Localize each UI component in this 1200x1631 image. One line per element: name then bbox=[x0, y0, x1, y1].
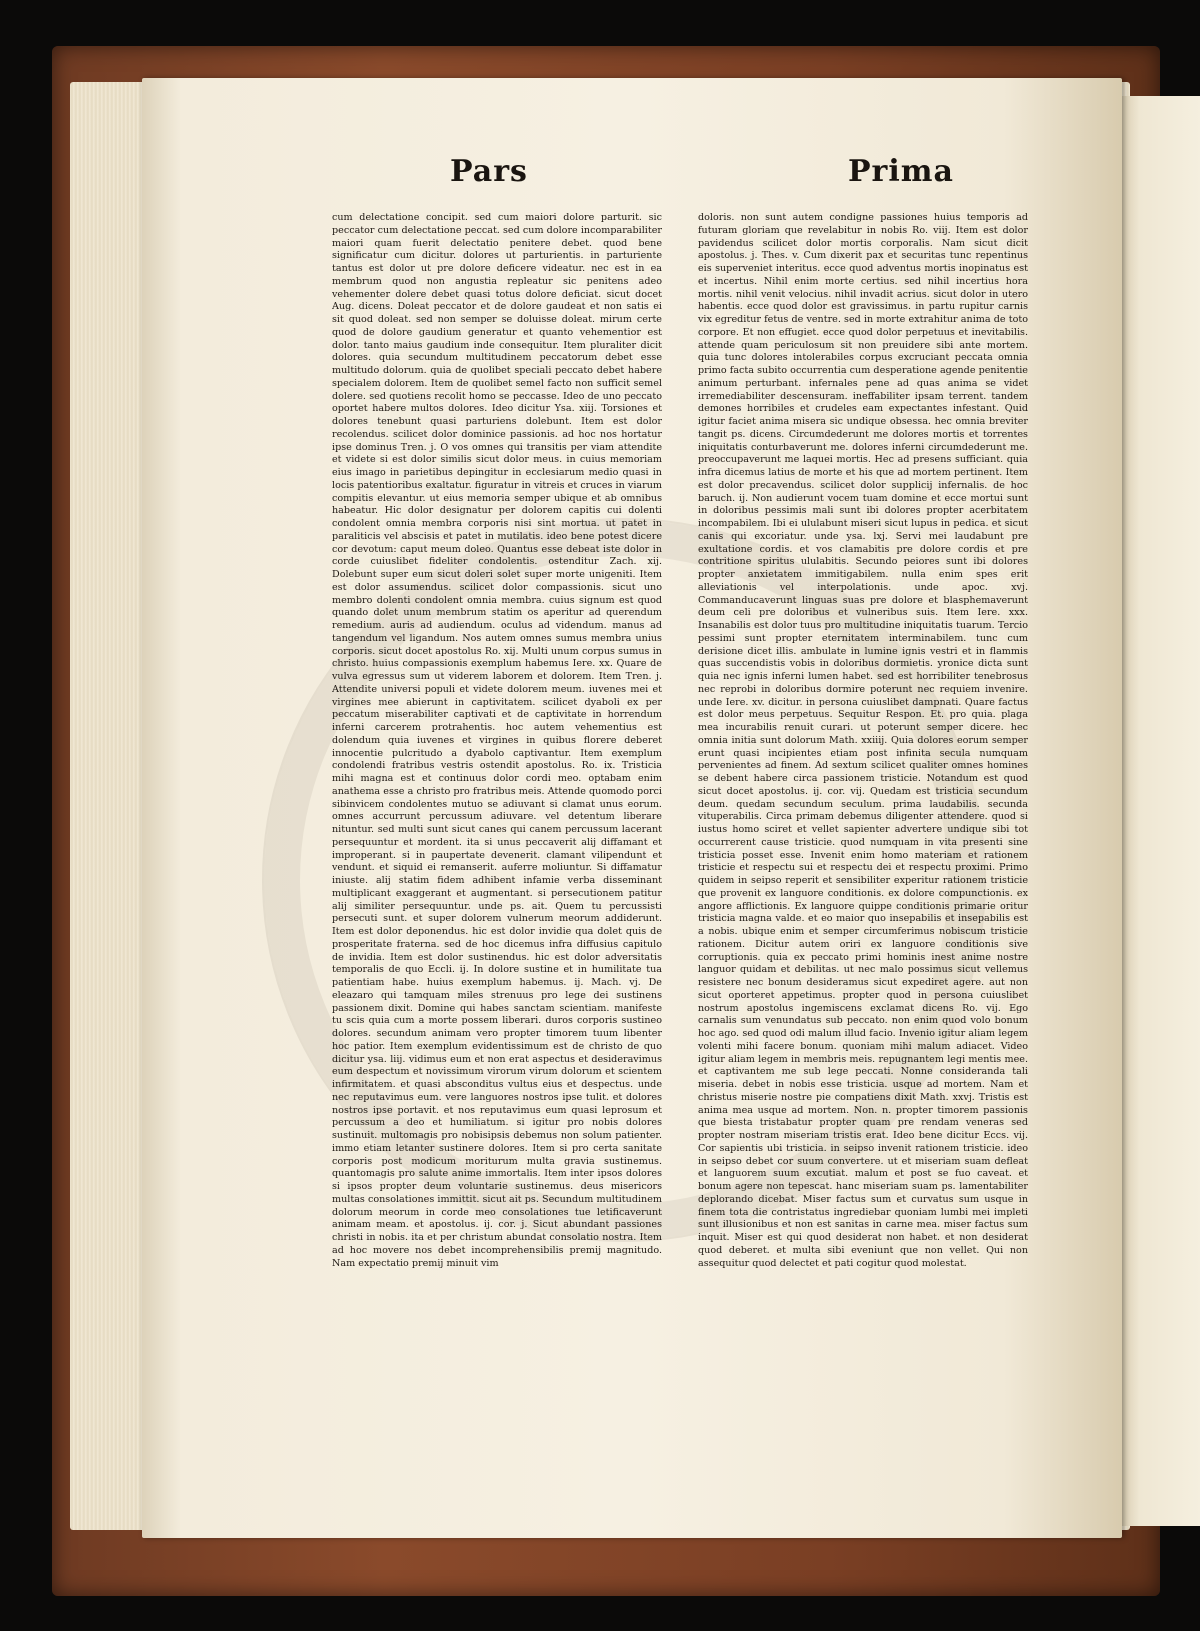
column-text: doloris. non sunt autem condigne passiones huius temporis ad futuram gloriam que revelabitur in nobis Ro. viij. Item est dolor pavidendus scilicet dolor mortis corporalis. Nam sicut dicit apostolus. j. Thes. v. Cum dixerit pax et securitas tunc repentinus eis superveniet interitus. ecce quod adventus mortis inopinatus est et incertus. Nihil enim morte certius. sed nihil incertius hora mortis. nihil venit velocius. nihil invadit acrius. sicut dolor in utero habentis. ecce quod dolor est gravissimus. in partu rupitur carnis vix egreditur fetus de ventre. sed in morte extrahitur anima de toto corpore. Et non effugiet. ecce quod dolor perpetuus et inevitabilis. attende quam periculosum sit non preuidere sibi ante mortem. quia tunc dolores intolerabiles corpus excruciant peccata omnia primo facta subito occurrentia cum desperatione agende penitentie animum perturbant. infernales pene ad quas anima se videt irremediabiliter descensuram. ineffabiliter ipsam terrent. tandem demones horribiles et crudeles eam expectantes infestant. Quid igitur faciet anima misera sic undique obsessa. hec omnia breviter tangit ps. dicens. Circumdederunt me dolores mortis et torrentes iniquitatis conturbaverunt me. dolores inferni circumdederunt me. preoccupaverunt me laquei mortis. Hec ad presens sufficiant. quia infra dicemus latius de morte et his que ad mortem pertinent. Item est dolor precavendus. scilicet dolor supplicij infernalis. de hoc baruch. ij. Non audierunt vocem tuam domine et ecce mortui sunt in doloribus pessimis mali sunt ibi dolores propter acerbitatem incompabilem. Ibi ei ululabunt miseri sicut lupus in pedica. et sicut canis qui excoriatur. unde ysa. lxj. Servi mei laudabunt pre exultatione cordis. et vos clamabitis pre dolore cordis et pre contritione spiritus ululabitis. Secundo peiores sunt ibi dolores propter anxietatem immitigabilem. nulla enim spes erit alleviationis vel interpolationis. unde apoc. xvj. Commanducaverunt linguas suas pre dolore et blasphemaverunt deum celi pre doloribus et vulneribus suis. Item Iere. xxx. Insanabilis est dolor tuus pro multitudine iniquitatis tuarum. Tercio pessimi sunt propter eternitatem interminabilem. tunc cum derisione dicet illis. ambulate in lumine ignis vestri et in flammis quas succendistis vobis in doloribus dormietis. yronice dicta sunt quia nec ignis inferni lumen habet. sed est horribiliter tenebrosus nec reprobi in doloribus dormire poterunt nec requiem invenire. unde Iere. xv. dicitur. in persona cuiuslibet dampnati. Quare factus est dolor meus perpetuus. Sequitur Respon. Et. pro quia. plaga mea incurabilis renuit curari. ut poterunt semper dicere. hec omnia initia sunt dolorum Math. xxiiij. Quia dolores eorum semper erunt quasi incipientes etiam post infinita secula numquam pervenientes ad finem. Ad sextum scilicet qualiter omnes homines se debent habere circa passionem tristicie. Notandum est quod sicut docet apostolus. ij. cor. vij. Quedam est tristicia secundum deum. quedam secundum seculum. prima laudabilis. secunda vituperabilis. Circa primam debemus diligenter attendere. quod si iustus homo sciret et vellet sapienter advertere undique sibi tot occurrerent cause tristicie. quod numquam in vita presenti sine tristicia posset esse. Invenit enim homo materiam et rationem tristicie et respectu sui et respectu dei et respectu proximi. Primo quidem in seipso reperit et sensibiliter experitur rationem tristicie que provenit ex languore conditionis. ex dolore compunctionis. ex angore afflictionis. Ex languore quippe conditionis primarie oritur tristicia magna valde. et eo maior quo insepabilis et insepabilis est a nobis. ubique enim et semper circumferimus nobiscum tristicie rationem. Dicitur autem oriri ex languore conditionis sive corruptionis. quia ex peccato primi hominis inest anime nostre languor quidam et debilitas. ut nec malo possimus sicut vellemus resistere nec bonum desideramus sicut expediret agere. aut non sicut oporteret appetimus. propter quod in persona cuiuslibet nostrum apostolus ingemiscens exclamat dicens Ro. vij. Ego carnalis sum venundatus sub peccato. non enim quod volo bonum hoc ago. sed quod odi malum illud facio. Invenio igitur aliam legem volenti mihi facere bonum. quoniam mihi malum adiacet. Video igitur aliam legem in membris meis. repugnantem legi mentis mee. et captivantem me sub lege peccati. Nonne consideranda tali miseria. debet in nobis esse tristicia. usque ad mortem. Nam et christus miserie nostre pie compatiens dixit Math. xxvj. Tristis est anima mea usque ad mortem. Non. n. propter timorem passionis que biesta tristabatur propter quam pre rendam veneras sed propter nostram miseriam tristis erat. Ideo bene dicitur Eccs. vij. Cor sapientis ubi tristicia. in seipso invenit rationem tristicie. ideo in seipso debet cor suum convertere. ut et miseriam suam defleat et languorem suum excutiat. malum et post se fuo caveat. et bonum agere non tepescat. hanc miseriam suam ps. lamentabiliter deplorando dicebat. Miser factus sum et curvatus sum usque in finem tota die contristatus ingrediebar quoniam lumbi mei impleti sunt illusionibus et non est sanitas in carne mea. miser factus sum inquit. Miser est qui quod desiderat non habet. et non desiderat quod deberet. et multa sibi eveniunt que non vellet. Qui non assequitur quod delectet et pati cogitur quod molestat. bbox=[698, 212, 1028, 1269]
running-head-left: Pars bbox=[450, 154, 528, 189]
book-page bbox=[142, 78, 1122, 1538]
facing-page-edge bbox=[1112, 96, 1200, 1526]
running-head-right: Prima bbox=[848, 154, 954, 189]
text-column-right bbox=[698, 212, 1028, 1462]
text-column-left bbox=[332, 212, 662, 1462]
column-text: cum delectatione concipit. sed cum maiori dolore parturit. sic peccator cum delectatione peccat. sed cum dolore incomparabiliter maiori quam fuerit delectatio penitere debet. quod bene significatur cum dicitur. dolores ut parturientis. in parturiente tantus est dolor ut pre dolore deficere videatur. nec est in ea membrum quod non angustia repleatur sic penitens adeo vehementer dolere debet quasi totus dolore deficiat. sicut docet Aug. dicens. Doleat peccator et de dolore gaudeat et non satis ei sit quod doleat. sed non semper se doluisse doleat. mirum certe quod de dolore gaudium generatur et quanto vehementior est dolor. tanto maius gaudium inde consequitur. Item pluraliter dicit dolores. quia secundum multitudinem peccatorum debet esse multitudo dolorum. quia de quolibet speciali peccato debet habere specialem dolorem. Item de quolibet semel facto non sufficit semel dolere. sed quotiens recolit homo se peccasse. Ideo de uno peccato oportet habere multos dolores. Ideo dicitur Ysa. xiij. Torsiones et dolores tenebunt quasi parturiens dolebunt. Item est dolor recolendus. scilicet dolor dominice passionis. ad hoc nos hortatur ipse dominus Tren. j. O vos omnes qui transitis per viam attendite et videte si est dolor similis sicut dolor meus. in cuius memoriam eius imago in parietibus depingitur in ecclesiarum medio quasi in locis patentioribus exaltatur. figuratur in vitreis et cruces in viarum compitis elevantur. ut eius memoria semper ubique et ab omnibus habeatur. Hic dolor designatur per dolorem capitis cui dolenti condolent omnia membra corporis nisi sint mortua. ut patet in paraliticis vel abscisis et patet in mutilatis. ideo bene potest dicere cor devotum: caput meum doleo. Quantus esse debeat iste dolor in corde cuiuslibet fideliter condolentis. ostenditur Zach. xij. Dolebunt super eum sicut doleri solet super morte unigeniti. Item est dolor assumendus. scilicet dolor compassionis. sicut uno membro dolenti condolent omnia membra. cuius signum est quod quando dolet unum membrum statim os aperitur ad querendum remedium. auris ad audiendum. oculus ad videndum. manus ad tangendum vel ligandum. Nos autem omnes sumus membra unius corporis. sicut docet apostolus Ro. xij. Multi unum corpus sumus in christo. huius compassionis exemplum habemus Iere. xx. Quare de vulva egressus sum ut viderem laborem et dolorem. Item Tren. j. Attendite universi populi et videte dolorem meum. iuvenes mei et virgines mee abierunt in captivitatem. scilicet dyaboli ex per peccatum miserabiliter captivati et de captivitate in horrendum inferni carcerem protrahentis. hoc autem vehementius est dolendum quia iuvenes et virgines in quibus florere deberet innocentie pulcritudo a dyabolo captivantur. Item exemplum condolendi fratribus vestris ostendit apostolus. Ro. ix. Tristicia mihi magna est et continuus dolor cordi meo. optabam enim anathema esse a christo pro fratribus meis. Attende quomodo porci sibinvicem condolentes mutuo se adiuvant si clamat unus eorum. omnes accurrunt percussum adiuvare. vel detentum liberare nituntur. sed multi sunt sicut canes qui canem percussum lacerant persequuntur et mordent. ita si unus peccaverit alij diffamant et improperant. si in paupertate devenerit. clamant vilipendunt et vendunt. et siquid ei remanserit. auferre moliuntur. Si diffamatur iniuste. alij statim fidem adhibent infamie verba disseminant multiplicant exaggerant et augmentant. si persecutionem patitur alij similiter persequuntur. unde ps. ait. Quem tu percussisti persecuti sunt. et super dolorem vulnerum meorum addiderunt. Item est dolor deponendus. hic est dolor invidie qua dolet quis de prosperitate fraterna. sed de hoc dicemus infra diffusius capitulo de invidia. Item est dolor sustinendus. hic est dolor adversitatis temporalis de quo Eccli. ij. In dolore sustine et in humilitate tua patientiam habe. huius exemplum habemus. ij. Mach. vj. De eleazaro qui tamquam miles strenuus pro lege dei sustinens passionem dixit. Domine qui habes sanctam scientiam. manifeste tu scis quia cum a morte possem liberari. duros corporis sustineo dolores. secundum animam vero propter timorem tuum libenter hoc patior. Item exemplum evidentissimum est de christo de quo dicitur ysa. liij. vidimus eum et non erat aspectus et desideravimus eum despectum et novissimum virorum virum dolorum et scientem infirmitatem. et quasi absconditus vultus eius et despectus. unde nec reputavimus eum. vere languores nostros ipse tulit. et dolores nostros ipse portavit. et nos reputavimus eum quasi leprosum et percussum a deo et humiliatum. si igitur pro nobis dolores sustinuit. multomagis pro nobisipsis debemus non solum patienter. immo etiam letanter sustinere dolores. Item si pro certa sanitate corporis post modicum moriturum multa gravia sustinemus. quantomagis pro salute anime immortalis. Item inter ipsos dolores si ipsos propter deum voluntarie sustinemus. deus misericors multas consolationes immittit. sicut ait ps. Secundum multitudinem dolorum meorum in corde meo consolationes tue letificaverunt animam meam. et apostolus. ij. cor. j. Sicut abundant passiones christi in nobis. ita et per christum abundat consolatio nostra. Item ad hoc movere nos debet incomprehensibilis premij magnitudo. Nam expectatio premij minuit vim bbox=[332, 212, 662, 1269]
